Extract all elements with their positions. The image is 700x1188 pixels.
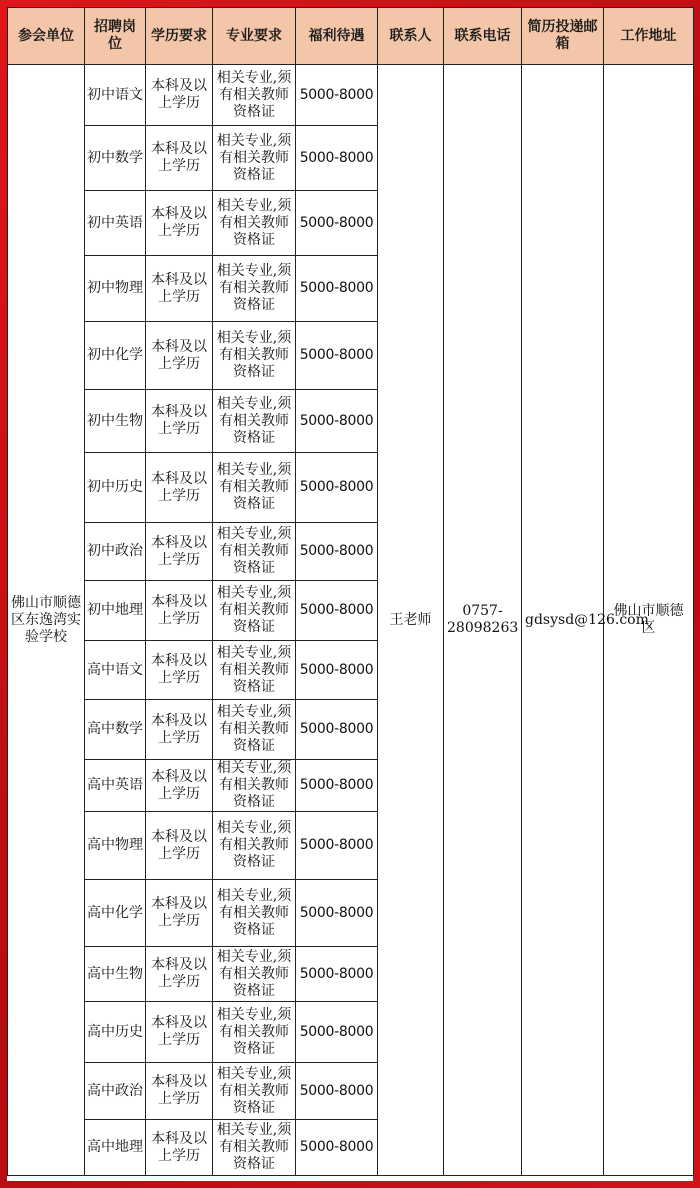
post-cell: 高中化学 xyxy=(85,880,146,947)
education-cell: 本科及以上学历 xyxy=(146,453,213,523)
education-cell: 本科及以上学历 xyxy=(146,191,213,256)
salary-cell: 5000-8000 xyxy=(296,191,378,256)
post-cell: 高中语文 xyxy=(85,641,146,700)
header-unit: 参会单位 xyxy=(8,8,85,65)
table-row xyxy=(8,65,694,126)
post-cell: 初中生物 xyxy=(85,390,146,453)
education-cell: 本科及以上学历 xyxy=(146,760,213,812)
email-cell: gdsysd@126.com xyxy=(522,65,604,1176)
salary-cell: 5000-8000 xyxy=(296,947,378,1002)
education-cell: 本科及以上学历 xyxy=(146,322,213,390)
salary-cell: 5000-8000 xyxy=(296,322,378,390)
major-cell: 相关专业,须有相关教师资格证 xyxy=(213,65,296,126)
post-cell: 初中地理 xyxy=(85,581,146,641)
education-cell: 本科及以上学历 xyxy=(146,1002,213,1063)
education-cell: 本科及以上学历 xyxy=(146,700,213,760)
recruitment-table xyxy=(7,7,694,1176)
education-cell: 本科及以上学历 xyxy=(146,880,213,947)
salary-cell: 5000-8000 xyxy=(296,880,378,947)
education-cell: 本科及以上学历 xyxy=(146,947,213,1002)
major-cell: 相关专业,须有相关教师资格证 xyxy=(213,191,296,256)
major-cell: 相关专业,须有相关教师资格证 xyxy=(213,581,296,641)
table-header-row xyxy=(8,8,694,65)
major-cell: 相关专业,须有相关教师资格证 xyxy=(213,880,296,947)
major-cell: 相关专业,须有相关教师资格证 xyxy=(213,256,296,322)
recruitment-table-container xyxy=(7,7,693,1181)
header-major: 专业要求 xyxy=(213,8,296,65)
major-cell: 相关专业,须有相关教师资格证 xyxy=(213,947,296,1002)
header-email: 简历投递邮箱 xyxy=(522,8,604,65)
post-cell: 高中英语 xyxy=(85,760,146,812)
major-cell: 相关专业,须有相关教师资格证 xyxy=(213,700,296,760)
post-cell: 高中生物 xyxy=(85,947,146,1002)
salary-cell: 5000-8000 xyxy=(296,453,378,523)
education-cell: 本科及以上学历 xyxy=(146,390,213,453)
address-cell: 佛山市顺德区 xyxy=(604,65,694,1176)
header-education: 学历要求 xyxy=(146,8,213,65)
education-cell: 本科及以上学历 xyxy=(146,126,213,191)
post-cell: 高中地理 xyxy=(85,1120,146,1176)
post-cell: 初中物理 xyxy=(85,256,146,322)
post-cell: 初中历史 xyxy=(85,453,146,523)
salary-cell: 5000-8000 xyxy=(296,65,378,126)
header-salary: 福利待遇 xyxy=(296,8,378,65)
salary-cell: 5000-8000 xyxy=(296,641,378,700)
salary-cell: 5000-8000 xyxy=(296,812,378,880)
salary-cell: 5000-8000 xyxy=(296,581,378,641)
education-cell: 本科及以上学历 xyxy=(146,523,213,581)
post-cell: 初中语文 xyxy=(85,65,146,126)
major-cell: 相关专业,须有相关教师资格证 xyxy=(213,641,296,700)
salary-cell: 5000-8000 xyxy=(296,256,378,322)
education-cell: 本科及以上学历 xyxy=(146,1063,213,1120)
header-post: 招聘岗位 xyxy=(85,8,146,65)
header-address: 工作地址 xyxy=(604,8,694,65)
post-cell: 高中物理 xyxy=(85,812,146,880)
salary-cell: 5000-8000 xyxy=(296,390,378,453)
education-cell: 本科及以上学历 xyxy=(146,65,213,126)
contact-cell: 王老师 xyxy=(378,65,444,1176)
major-cell: 相关专业,须有相关教师资格证 xyxy=(213,126,296,191)
salary-cell: 5000-8000 xyxy=(296,760,378,812)
education-cell: 本科及以上学历 xyxy=(146,581,213,641)
major-cell: 相关专业,须有相关教师资格证 xyxy=(213,453,296,523)
post-cell: 高中历史 xyxy=(85,1002,146,1063)
major-cell: 相关专业,须有相关教师资格证 xyxy=(213,760,296,812)
salary-cell: 5000-8000 xyxy=(296,523,378,581)
post-cell: 初中政治 xyxy=(85,523,146,581)
education-cell: 本科及以上学历 xyxy=(146,641,213,700)
table-body xyxy=(8,65,694,1176)
education-cell: 本科及以上学历 xyxy=(146,1120,213,1176)
salary-cell: 5000-8000 xyxy=(296,1002,378,1063)
salary-cell: 5000-8000 xyxy=(296,1120,378,1176)
major-cell: 相关专业,须有相关教师资格证 xyxy=(213,1120,296,1176)
post-cell: 初中数学 xyxy=(85,126,146,191)
salary-cell: 5000-8000 xyxy=(296,126,378,191)
header-phone: 联系电话 xyxy=(444,8,522,65)
post-cell: 初中化学 xyxy=(85,322,146,390)
header-contact: 联系人 xyxy=(378,8,444,65)
education-cell: 本科及以上学历 xyxy=(146,812,213,880)
unit-cell: 佛山市顺德区东逸湾实验学校 xyxy=(8,65,85,1176)
major-cell: 相关专业,须有相关教师资格证 xyxy=(213,1063,296,1120)
major-cell: 相关专业,须有相关教师资格证 xyxy=(213,322,296,390)
post-cell: 高中数学 xyxy=(85,700,146,760)
major-cell: 相关专业,须有相关教师资格证 xyxy=(213,1002,296,1063)
salary-cell: 5000-8000 xyxy=(296,1063,378,1120)
major-cell: 相关专业,须有相关教师资格证 xyxy=(213,390,296,453)
post-cell: 高中政治 xyxy=(85,1063,146,1120)
phone-cell: 0757-28098263 xyxy=(444,65,522,1176)
post-cell: 初中英语 xyxy=(85,191,146,256)
major-cell: 相关专业,须有相关教师资格证 xyxy=(213,523,296,581)
major-cell: 相关专业,须有相关教师资格证 xyxy=(213,812,296,880)
education-cell: 本科及以上学历 xyxy=(146,256,213,322)
salary-cell: 5000-8000 xyxy=(296,700,378,760)
